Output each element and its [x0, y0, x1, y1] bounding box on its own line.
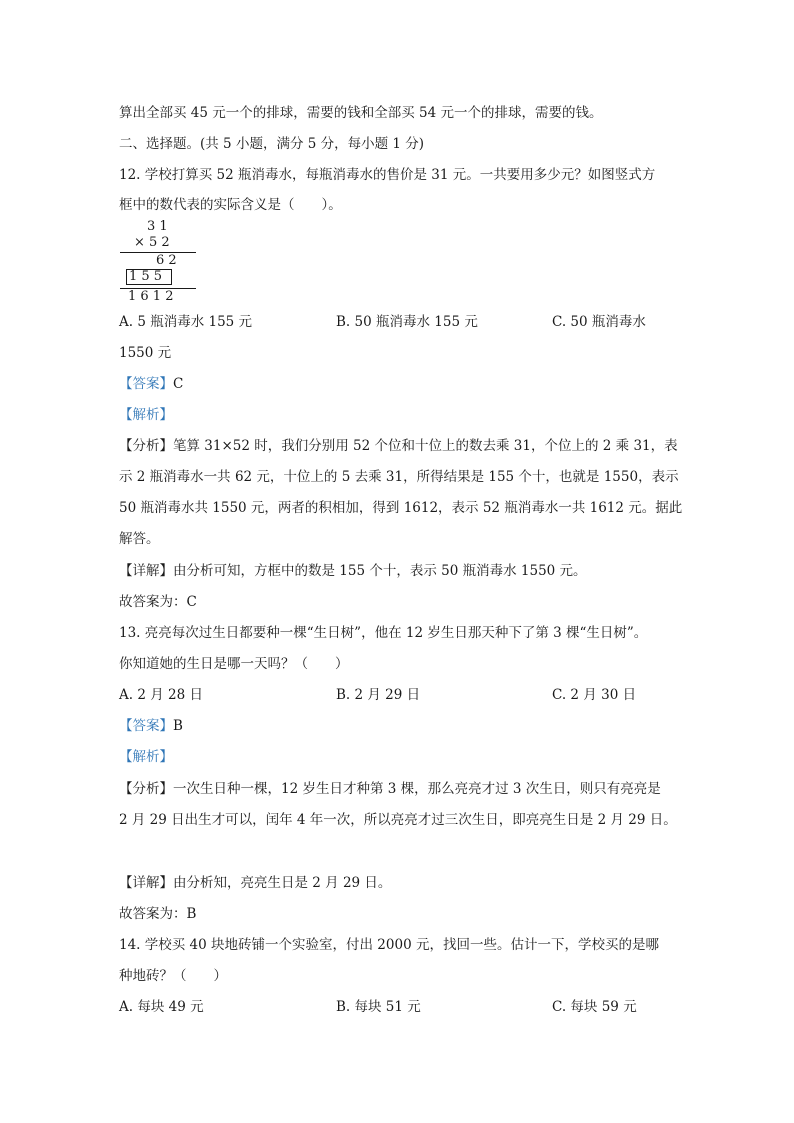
fenxi-text-cont: 示 2 瓶消毒水一共 62 元，十位上的 5 去乘 31，所得结果是 155 个十，也就是 1550，表示 — [119, 469, 679, 485]
option-c-cont: 1550 元 — [119, 345, 172, 361]
option-b: B. 每块 51 元 — [336, 999, 421, 1015]
text-line: 算出全部买 45 元一个的排球，需要的钱和全部买 54 元一个的排球，需要的钱。 — [119, 105, 603, 121]
analysis-heading — [119, 748, 173, 766]
detail-tag: 【详解】 — [119, 563, 173, 579]
option-a: A. 每块 49 元 — [119, 999, 204, 1015]
option-c: C. 每块 59 元 — [552, 999, 637, 1015]
answer-tag: 【答案】 — [119, 718, 173, 734]
fenxi-text-cont: 2 月 29 日出生才可以，闰年 4 年一次，所以亮亮才过三次生日，即亮亮生日是 2 月 29 日。 — [119, 812, 677, 828]
answer-line — [119, 717, 183, 735]
answer-tag: 【答案】 — [119, 376, 173, 392]
option-c: C. 2 月 30 日 — [552, 687, 637, 703]
option-a: A. 5 瓶消毒水 155 元 — [119, 314, 253, 330]
fenxi-text: 一次生日种一棵，12 岁生日才种第 3 棵，那么亮亮才过 3 次生日，则只有亮亮是 — [173, 781, 661, 797]
fenxi-text: 笔算 31×52 时，我们分别用 52 个位和十位上的数去乘 31，个位上的 2 乘 31，表 — [173, 438, 678, 454]
question-14-text: 14. 学校买 40 块地砖铺一个实验室，付出 2000 元，找回一些。估计一下，学校买的是哪 — [119, 937, 659, 953]
fenxi-line — [119, 437, 678, 455]
question-14-text-cont: 种地砖？（ ） — [119, 968, 227, 984]
final-answer: 故答案为：C — [119, 594, 197, 610]
fenxi-text-cont: 解答。 — [119, 531, 160, 547]
question-12-text: 12. 学校打算买 52 瓶消毒水，每瓶消毒水的售价是 31 元。一共要用多少元？如图竖式方 — [119, 167, 656, 183]
fenxi-line — [119, 780, 661, 798]
fenxi-text-cont: 50 瓶消毒水共 1550 元，两者的积相加，得到 1612，表示 52 瓶消毒水一共 1612 元。据此 — [119, 500, 683, 516]
final-answer: 故答案为：B — [119, 906, 197, 922]
option-b: B. 2 月 29 日 — [336, 687, 421, 703]
detail-line — [119, 874, 391, 892]
calc-partial-1: 6 2 — [156, 253, 177, 268]
question-12-text-cont: 框中的数代表的实际含义是（ ）。 — [119, 197, 342, 213]
analysis-tag: 【解析】 — [119, 407, 173, 423]
analysis-heading — [119, 406, 173, 424]
question-13-text-cont: 你知道她的生日是哪一天吗？（ ） — [119, 656, 349, 672]
calc-product: 1 6 1 2 — [128, 289, 174, 304]
option-c: C. 50 瓶消毒水 — [552, 314, 646, 330]
detail-tag: 【详解】 — [119, 875, 173, 891]
detail-text: 由分析知，亮亮生日是 2 月 29 日。 — [173, 875, 392, 891]
detail-text: 由分析可知，方框中的数是 155 个十，表示 50 瓶消毒水 1550 元。 — [173, 563, 587, 579]
calc-multiplicand: 3 1 — [147, 219, 168, 234]
question-13-text: 13. 亮亮每次过生日都要种一棵“生日树”，他在 12 岁生日那天种下了第 3 棵“生日树”。 — [119, 625, 648, 641]
vertical-multiplication — [118, 220, 198, 306]
fenxi-tag: 【分析】 — [119, 781, 173, 797]
answer-value: C — [173, 376, 184, 392]
answer-value: B — [173, 718, 183, 734]
detail-line — [119, 562, 587, 580]
option-b: B. 50 瓶消毒水 155 元 — [336, 314, 478, 330]
option-a: A. 2 月 28 日 — [119, 687, 203, 703]
calc-partial-2: 1 5 5 — [129, 269, 163, 284]
fenxi-tag: 【分析】 — [119, 438, 173, 454]
answer-line — [119, 375, 183, 393]
analysis-tag: 【解析】 — [119, 749, 173, 765]
section-heading: 二、选择题。(共 5 小题，满分 5 分，每小题 1 分) — [119, 136, 425, 152]
calc-multiplier: × 5 2 — [134, 235, 170, 250]
